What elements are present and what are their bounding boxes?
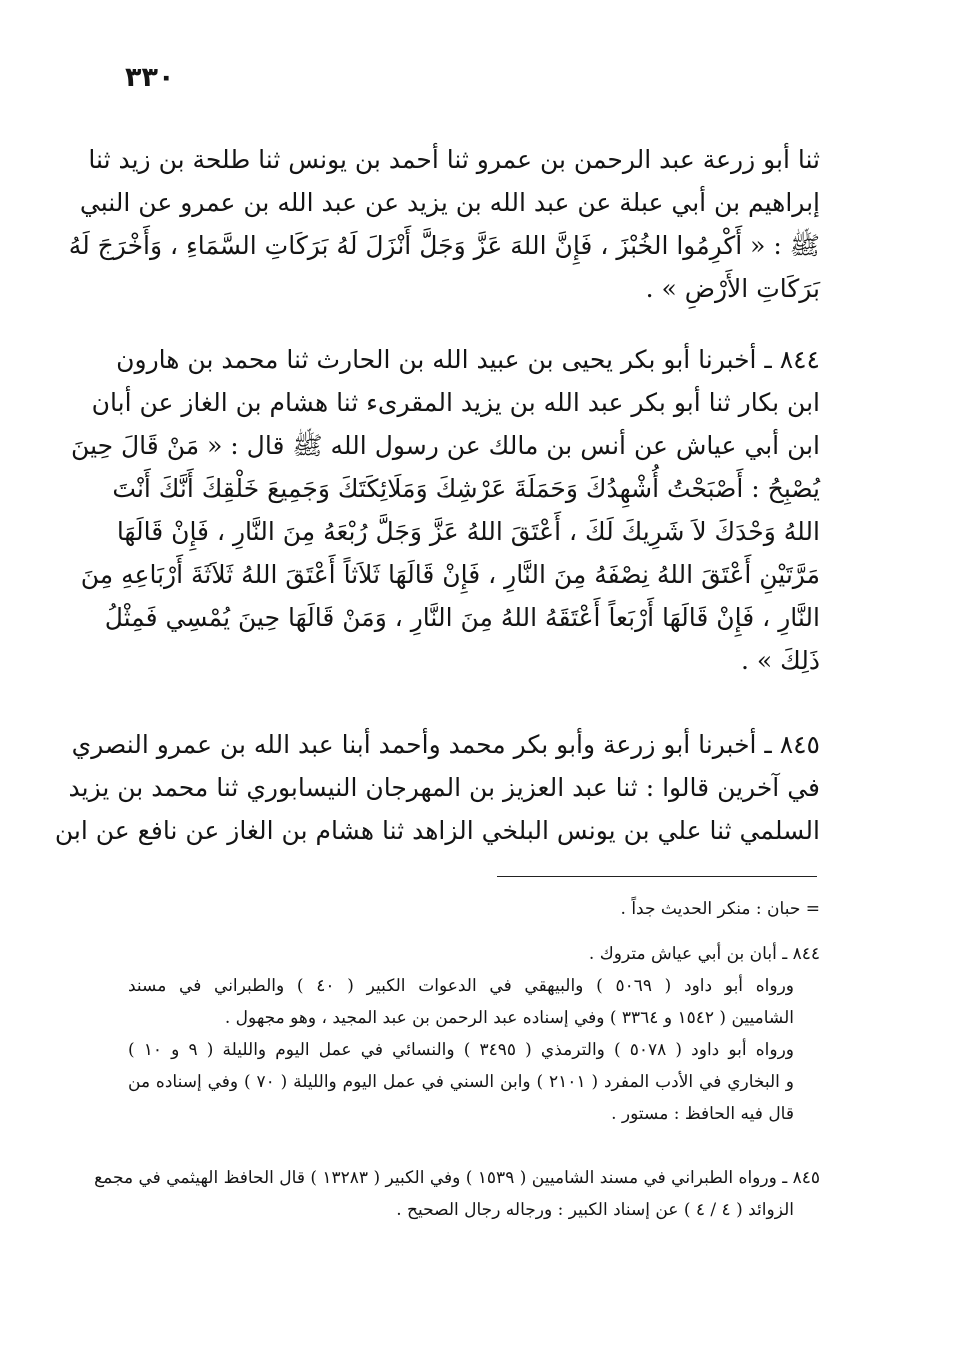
footnotes <box>128 893 820 925</box>
paragraph-hadith-844 <box>71 338 820 682</box>
text-line: ثنا أبو زرعة عبد الرحمن بن عمرو ثنا أحمد بن يونس ثنا طلحة بن زيد ثنا <box>88 145 820 174</box>
text-line: بَرَكَاتِ الأَرْضِ » . <box>645 274 820 303</box>
footnote-line: الشاميين ( ١٥٤٢ و ٣٣٦٤ ) وفي إسناده عبد الرحمن بن عبد المجيد ، وهو مجهول . <box>224 1008 794 1028</box>
text-line: ابن أبي عياش عن أنس بن مالك عن رسول الله ﷺ قال : « مَنْ قَالَ حِينَ <box>71 431 820 460</box>
text-line: مَرَّتَيْنِ أَعْتَقَ اللهُ نِصْفَهُ مِنَ النَّارِ ، فَإِنْ قَالَهَا ثَلاَثاً أَعْتَقَ اللهُ ثَلاَثَةَ أَرْبَاعِهِ مِنَ <box>80 560 820 589</box>
footnote-line: ورواه أبو داود ( ٥٠٧٨ ) والترمذي ( ٣٤٩٥ ) والنسائي في عمل اليوم والليلة ( ٩ و ١٠ ) <box>128 1040 794 1060</box>
text-line: في آخرين قالوا : ثنا عبد العزيز بن المهرجان النيسابوري ثنا محمد بن يزيد <box>68 773 820 802</box>
page-number: ٣٣٠ <box>125 62 175 93</box>
footnote-line: و البخاري في الأدب المفرد ( ٢١٠١ ) وابن السني في عمل اليوم والليلة ( ٧٠ ) وفي إسناده من <box>128 1072 794 1092</box>
footnote-line: الزوائد ( ٤ / ٤ ) عن إسناد الكبير : ورجاله رجال الصحيح . <box>396 1200 794 1220</box>
footnote-line: قال فيه الحافظ : مستور . <box>611 1104 794 1124</box>
text-line: ابن بكار ثنا أبو بكر عبد الله بن يزيد المقرىء ثنا هشام بن الغاز عن أبان <box>91 388 820 417</box>
text-line: إبراهيم بن أبي عبلة عن عبد الله بن يزيد عن عبد الله بن عمرو عن النبي <box>79 188 820 217</box>
footnote-line: ورواه أبو داود ( ٥٠٦٩ ) والبيهقي في الدعوات الكبير ( ٤٠ ) والطبراني في مسند <box>128 976 794 996</box>
paragraph-hadith-845 <box>54 723 820 852</box>
footnote-844 <box>128 938 820 1130</box>
footnote-continued: = حبان : منكر الحديث جداً . <box>620 899 820 919</box>
footnote-845 <box>94 1162 820 1226</box>
text-line: ٨٤٥ ـ أخبرنا أبو زرعة وأبو بكر محمد وأحمد أبنا عبد الله بن عمرو النصري <box>71 730 820 759</box>
text-line: ٨٤٤ ـ أخبرنا أبو بكر يحيى بن عبيد الله بن الحارث ثنا محمد بن هارون <box>116 345 820 374</box>
footnote-line: ٨٤٥ ـ ورواه الطبراني في مسند الشاميين ( ١٥٣٩ ) وفي الكبير ( ١٣٢٨٣ ) قال الحافظ الهيثمي في مجمع <box>94 1168 820 1188</box>
text-line: يُصْبِحُ : أَصْبَحْتُ أُشْهِدُكَ وَحَمَلَةَ عَرْشِكَ وَمَلَائِكَتَكَ وَجَمِيعَ خَلْقِكَ أَنَّكَ أَنْتَ <box>112 474 820 503</box>
text-line: السلمي ثنا علي بن يونس البلخي الزاهد ثنا هشام بن الغاز عن نافع عن ابن <box>54 816 820 845</box>
footnote-separator <box>497 876 817 877</box>
text-line: ذَلِكَ » . <box>741 646 820 675</box>
text-line: ﷺ : « أَكْرِمُوا الخُبْزَ ، فَإِنَّ اللهَ عَزَّ وَجَلَّ أَنْزَلَ لَهُ بَرَكَاتِ السَّمَاءِ ، وَأَخْرَجَ لَهُ <box>68 231 820 260</box>
text-line: النَّارِ ، فَإِنْ قَالَهَا أَرْبَعاً أَعْتَقَهُ اللهُ مِنَ النَّارِ ، وَمَنْ قَالَهَا حِينَ يُمْسِي فَمِثْلُ <box>104 603 820 632</box>
text-line: اللهُ وَحْدَكَ لاَ شَرِيكَ لَكَ ، أَعْتَقَ اللهُ عَزَّ وَجَلَّ رُبْعَهُ مِنَ النَّارِ ، فَإِنْ قَالَهَا <box>116 517 820 546</box>
footnote-line: ٨٤٤ ـ أبان بن أبي عياش متروك . <box>588 944 820 964</box>
paragraph-continuation <box>68 138 820 310</box>
